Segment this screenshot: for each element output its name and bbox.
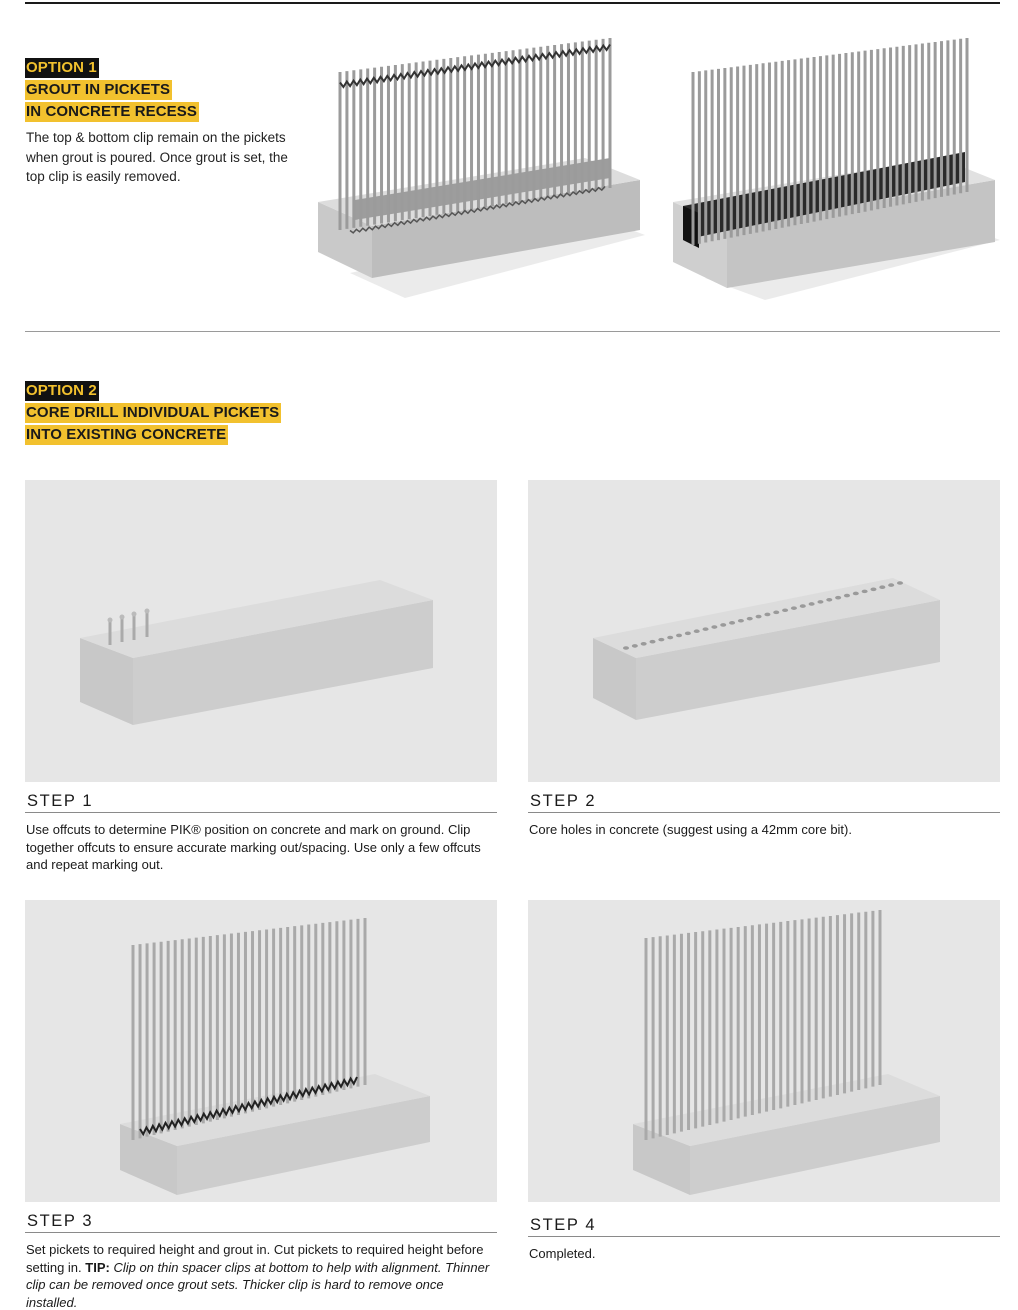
- step1-title: STEP 1: [27, 792, 94, 810]
- option1-description: The top & bottom clip remain on the pickets when grout is poured. Once grout is set, the top clip is easily removed.: [26, 130, 288, 184]
- step4-pickets-illustration: [528, 900, 1000, 1202]
- core-hole: [809, 602, 815, 606]
- step4-title: STEP 4: [530, 1216, 597, 1234]
- step2-concrete-illustration: [528, 480, 1000, 782]
- option1-illustration-grouted: [665, 30, 1005, 305]
- option2-title-line2: INTO EXISTING CONCRETE: [26, 426, 227, 443]
- core-hole: [729, 621, 735, 625]
- step3-tip-text: Clip on thin spacer clips at bottom to help with alignment. Thinner clip can be removed once grout sets. Thicker clip is hard to remove once installed.: [26, 1259, 490, 1310]
- option2-title-line1: CORE DRILL INDIVIDUAL PICKETS: [26, 404, 280, 421]
- option1-illustration-recess: [310, 30, 655, 305]
- step3-title: STEP 3: [27, 1212, 94, 1230]
- step2-text: Core holes in concrete (suggest using a 42mm core bit).: [529, 822, 852, 837]
- option1-heading: [25, 58, 199, 124]
- core-hole: [782, 608, 788, 612]
- core-hole: [747, 617, 753, 621]
- core-hole: [764, 613, 770, 617]
- core-hole: [703, 627, 709, 631]
- core-hole: [844, 594, 850, 598]
- core-hole: [888, 583, 894, 587]
- step2-rule: [528, 812, 1000, 813]
- core-hole: [897, 581, 903, 585]
- core-hole: [773, 611, 779, 615]
- core-hole: [870, 587, 876, 591]
- option2-label: OPTION 2: [26, 382, 97, 399]
- step3-pickets-illustration: [25, 900, 497, 1202]
- step3-image: [25, 900, 497, 1202]
- core-hole: [694, 629, 700, 633]
- core-hole: [879, 585, 885, 589]
- option1-title-line2: IN CONCRETE RECESS: [26, 103, 197, 120]
- core-hole: [738, 619, 744, 623]
- core-hole: [835, 596, 841, 600]
- core-hole: [756, 615, 762, 619]
- option2-heading: [25, 381, 281, 447]
- step3-tip-label: TIP:: [85, 1259, 110, 1275]
- step4-rule: [528, 1236, 1000, 1237]
- section-divider: [25, 331, 1000, 332]
- core-hole: [862, 590, 868, 594]
- step1-concrete-illustration: [25, 480, 497, 782]
- core-hole: [791, 606, 797, 610]
- core-hole: [658, 638, 664, 642]
- core-hole: [623, 646, 629, 650]
- core-hole: [711, 625, 717, 629]
- step3-text-plain: Set pickets to required height and grout in. Cut pickets to required height before setting in.: [26, 1242, 484, 1275]
- core-hole: [676, 634, 682, 638]
- step1-rule: [25, 812, 497, 813]
- step4-text: Completed.: [529, 1246, 596, 1261]
- step1-image: [25, 480, 497, 782]
- core-hole: [632, 644, 638, 648]
- core-hole: [641, 642, 647, 646]
- core-hole: [685, 632, 691, 636]
- core-hole: [720, 623, 726, 627]
- step3-rule: [25, 1232, 497, 1233]
- step2-title: STEP 2: [530, 792, 597, 810]
- core-hole: [800, 604, 806, 608]
- core-hole: [650, 640, 656, 644]
- core-hole: [826, 598, 832, 602]
- core-hole: [667, 636, 673, 640]
- core-hole: [853, 592, 859, 596]
- option1-title-line1: GROUT IN PICKETS: [26, 81, 171, 98]
- step4-image: [528, 900, 1000, 1202]
- core-hole: [817, 600, 823, 604]
- top-rule: [25, 2, 1000, 4]
- step1-text: Use offcuts to determine PIK® position on concrete and mark on ground. Clip together offcuts to ensure accurate marking out/spacing. Use only a few offcuts and repeat marking out.: [26, 822, 481, 872]
- option1-label: OPTION 1: [26, 59, 97, 76]
- step3-text: [26, 1241, 496, 1310]
- step2-image: [528, 480, 1000, 782]
